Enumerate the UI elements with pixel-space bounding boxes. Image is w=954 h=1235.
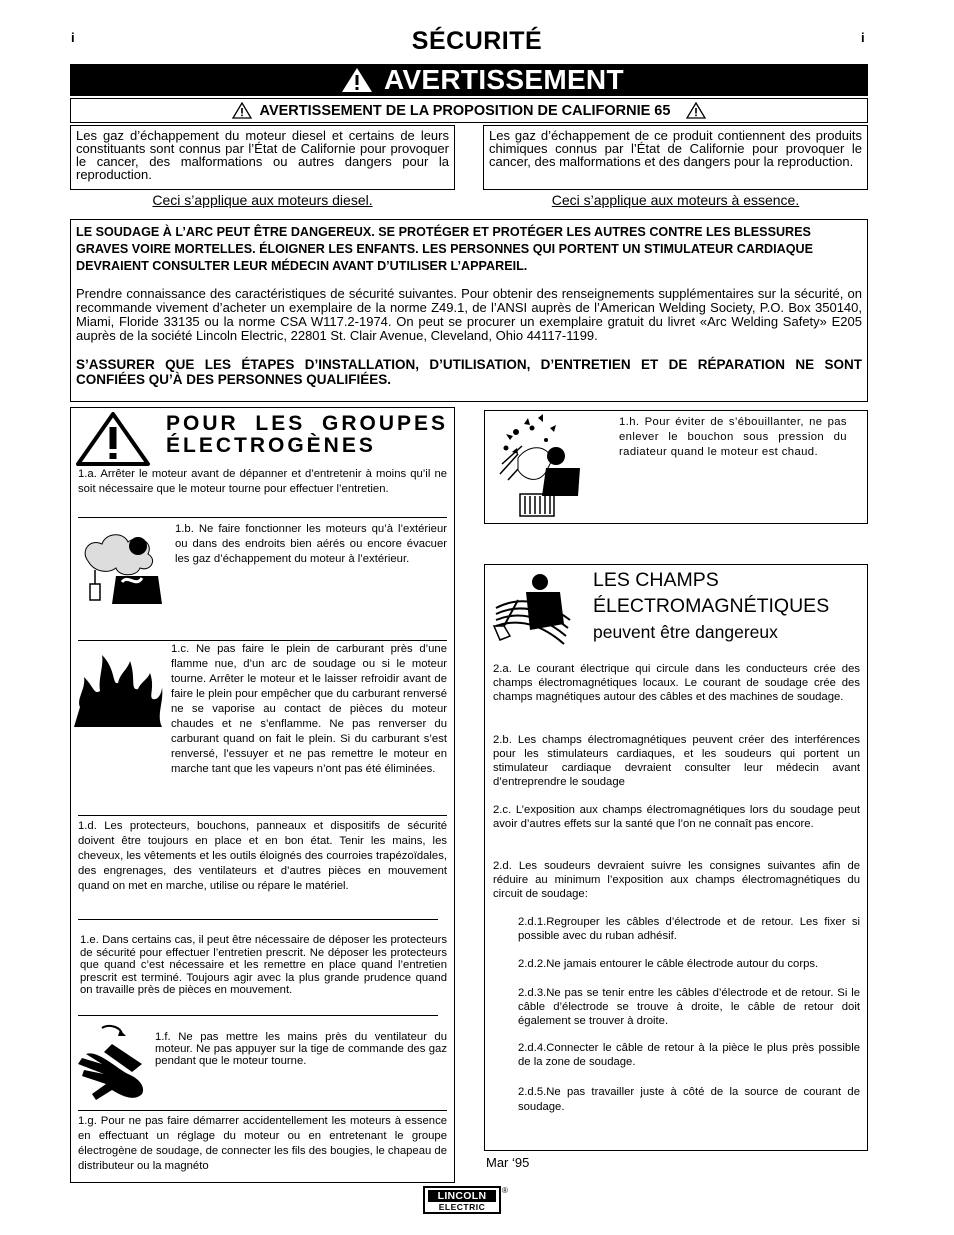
main-warning-paragraph: Prendre connaissance des caractéristiques de sécurité suivantes. Pour obtenir des renseignements supplémentaires sur la sécurité, on recommande vivement d’acheter un exemplaire de la norme Z49.1, de l’ANSI auprès de l’American Welding Society, P.O. Box 350140, Miami, Floride 33135 ou la norme CSA W117.2-1974. On peut se procurer un exemplaire gratuit du livret «Arc Welding Safety» E205 auprès de la société Lincoln Electric, 22801 St. Clair Avenue, Cleveland, Ohio 44117-1199. bbox=[76, 286, 862, 343]
divider bbox=[78, 1015, 438, 1016]
main-warning-intro: LE SOUDAGE À L’ARC PEUT ÊTRE DANGEREUX. SE PROTÉGER ET PROTÉGER LES AUTRES CONTRE LES BLESSURES GRAVES VOIRE MORTELLES. ÉLOIGNER LES ENFANTS. LES PERSONNES QUI PORTENT UN STIMULATEUR CARDIAQUE DEVRAIENT CONSULTER LEUR MÉDECIN AVANT D’UTILISER L’APPAREIL. bbox=[76, 225, 814, 273]
item-1g: 1.g. Pour ne pas faire démarrer accidentellement les moteurs à essence en effectuant un réglage du moteur ou en entretenant le groupe électrogène de soudage, de connecter les fils des bougies, le chapeau de distributeur ou la magnéto bbox=[78, 1115, 448, 1172]
warning-triangle-icon bbox=[74, 411, 152, 467]
gasoline-notice-text: Les gaz d’échappement de ce produit contiennent des produits chimiques connus par l’État de Californie pour provoquer le cancer, des malformations et des dangers pour la reproduction. bbox=[489, 128, 862, 169]
warning-bar bbox=[70, 64, 868, 96]
gasoline-caption: Ceci s’applique aux moteurs à essence. bbox=[551, 192, 800, 208]
main-warning-outro: S’ASSURER QUE LES ÉTAPES D’INSTALLATION, D’UTILISATION, D’ENTRETIEN ET DE RÉPARATION NE SONT CONFIÉES QU’À DES PERSONNES QUALIFIÉES. bbox=[76, 357, 862, 387]
warning-triangle-icon bbox=[340, 66, 374, 94]
item-1c: 1.c. Ne pas faire le plein de carburant près d’une flamme nue, d’un arc de soudage ou si le moteur tourne. Arrêter le moteur et le laisser refroidir avant de faire le plein pour empêcher que du carburant renversé ne se vaporise au contact de pièces du moteur chaudes et ne s’enflamme. Ne pas renverser du carburant quand on fait le plein. Si du carburant s’est renversé, l’essuyer et ne pas remettre le moteur en marche tant que les vapeurs n’ont pas été éliminées. bbox=[171, 643, 447, 775]
item-1a: 1.a. Arrêter le moteur avant de dépanner et d’entretenir à moins qu’il ne soit nécessaire que le moteur tourne pour effectuer l’entretien. bbox=[78, 468, 448, 495]
subitem-2d2: 2.d.2.Ne jamais entourer le câble électrode autour du corps. bbox=[518, 958, 819, 970]
exhaust-fumes-icon bbox=[78, 526, 166, 606]
subitem-2d5: 2.d.5.Ne pas travailler juste à côté de la source de courant de soudage. bbox=[518, 1086, 860, 1113]
item-2c: 2.c. L’exposition aux champs électromagnétiques lors du soudage peut avoir d’autres effets sur la santé que l’on ne connaît pas encore. bbox=[493, 804, 861, 830]
warning-bar-title: AVERTISSEMENT bbox=[384, 64, 624, 95]
diesel-caption: Ceci s’applique aux moteurs diesel. bbox=[152, 192, 373, 208]
prop65-heading: AVERTISSEMENT DE LA PROPOSITION DE CALIFORNIE 65 bbox=[259, 102, 671, 119]
divider bbox=[78, 640, 447, 641]
subitem-2d3: 2.d.3.Ne pas se tenir entre les câbles d’électrode et de retour. Si le câble d’électrode se trouve à droite, le câble de retour doit également se trouver à droite. bbox=[518, 987, 860, 1027]
divider bbox=[78, 517, 447, 518]
item-1h: 1.h. Pour éviter de s’ébouillanter, ne pas enlever le bouchon sous pression du radiateur quand le moteur est chaud. bbox=[619, 416, 847, 458]
item-1b: 1.b. Ne faire fonctionner les moteurs qu’à l’extérieur ou dans des endroits bien aérés ou encore évacuer les gaz d’échappement du moteur à l’extérieur. bbox=[175, 523, 447, 565]
divider bbox=[78, 1110, 447, 1111]
item-2a: 2.a. Le courant électrique qui circule dans les conducteurs crée des champs électromagnétiques locaux. Le courant de soudage crée des champs magnétiques autour des câbles et des machines de soudage. bbox=[493, 663, 860, 703]
divider bbox=[78, 919, 438, 920]
main-warning-box bbox=[70, 219, 868, 402]
hand-fan-hazard-icon bbox=[72, 1024, 158, 1106]
gasoline-notice-box bbox=[483, 125, 868, 190]
fire-flame-icon bbox=[72, 655, 164, 727]
emf-heading: LES CHAMPS ÉLECTROMAGNÉTIQUES peuvent être dangereux bbox=[593, 569, 830, 642]
emf-welder-icon bbox=[490, 570, 586, 650]
item-1f: 1.f. Ne pas mettre les mains près du ventilateur du moteur. Ne pas appuyer sur la tige de commande des gaz pendant que le moteur tourne. bbox=[155, 1031, 447, 1067]
warning-triangle-icon bbox=[686, 102, 706, 119]
lincoln-electric-logo: LINCOLN ELECTRIC bbox=[423, 1186, 501, 1214]
diesel-notice-box bbox=[70, 125, 455, 190]
item-1d: 1.d. Les protecteurs, bouchons, panneaux et dispositifs de sécurité doivent être toujours en place et en bon état. Tenir les mains, les cheveux, les vêtements et les outils éloignés des courroies trapézoïdales, des engrenages, des ventilateurs et d’autres pièces en mouvement quand on met en marche, utilise ou répare le matériel. bbox=[78, 820, 447, 892]
radiator-steam-icon bbox=[488, 414, 606, 520]
generator-heading: POUR LES GROUPES ÉLECTROGÈNES bbox=[166, 412, 448, 457]
item-1e: 1.e. Dans certains cas, il peut être nécessaire de déposer les protecteurs de sécurité pour effectuer l’entretien prescrit. Ne déposer les protecteurs que quand c’est nécessaire et les remettre en place quand l’entretien prescrit est terminé. Toujours agir avec la plus grande prudence quand on travaille près de pièces en mouvement. bbox=[80, 934, 447, 996]
revision-date: Mar ‘95 bbox=[486, 1155, 530, 1170]
item-2b: 2.b. Les champs électromagnétiques peuvent créer des interférences pour les stimulateurs cardiaques, et les soudeurs qui portent un stimulateur cardiaque devraient consulter leur médecin avant d’entreprendre le soudage bbox=[493, 734, 861, 788]
item-2d: 2.d. Les soudeurs devraient suivre les consignes suivantes afin de réduire au minimum l’exposition aux champs électromagnétiques du circuit de soudage: bbox=[493, 860, 861, 900]
page-title: SÉCURITÉ bbox=[411, 27, 543, 55]
prop65-heading-box bbox=[70, 98, 868, 123]
registered-mark: ® bbox=[502, 1186, 508, 1195]
page-number-left: i bbox=[71, 30, 75, 45]
divider bbox=[78, 815, 447, 816]
diesel-notice-text: Les gaz d’échappement du moteur diesel et certains de leurs constituants sont connus par l’État de Californie pour provoquer le cancer, des malformations ou autres dangers pour la reproduction. bbox=[76, 128, 449, 182]
subitem-2d4: 2.d.4.Connecter le câble de retour à la pièce le plus près possible de la zone de soudage. bbox=[518, 1042, 860, 1068]
warning-triangle-icon bbox=[232, 102, 252, 119]
subitem-2d1: 2.d.1.Regrouper les câbles d’électrode et de retour. Les fixer si possible avec du ruban adhésif. bbox=[518, 916, 860, 942]
page-number-right: i bbox=[861, 30, 865, 45]
